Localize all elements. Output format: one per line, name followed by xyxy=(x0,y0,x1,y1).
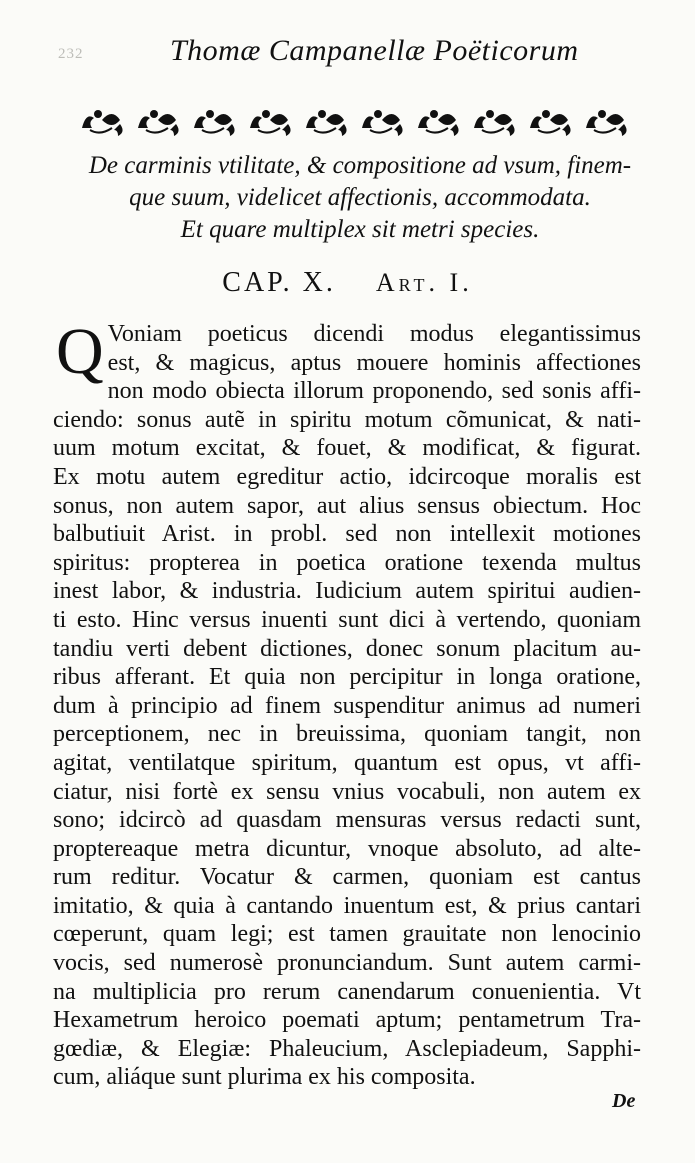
text-line: spiritus: propterea in poetica oratione texenda multus xyxy=(53,549,641,576)
text-line: ti esto. Hinc versus inuenti sunt dici à vertendo, quoniam xyxy=(53,606,641,633)
catchword: De xyxy=(612,1090,636,1112)
text-line: balbutiuit Arist. in probl. sed non intellexit motiones xyxy=(53,521,641,548)
text-line: perceptionem, nec in breuissima, quoniam tangit, non xyxy=(53,721,641,748)
chapter-subtitle xyxy=(70,150,650,246)
text-line: est, & magicus, aptus mouere hominis affectiones xyxy=(107,349,641,376)
text-line: cœperunt, quam legi; est tamen grauitate non lenocinio xyxy=(53,921,641,948)
text-line: agitat, ventilatque spiritum, quantum est opus, vt affi- xyxy=(53,749,641,776)
text-line: rum reditur. Vocatur & carmen, quoniam est cantus xyxy=(53,864,641,891)
text-line: proptereaque metra dicuntur, vnoque absoluto, ad alte- xyxy=(53,835,641,862)
text-line: Hexametrum heroico poemati aptum; pentametrum Tra- xyxy=(53,1007,641,1034)
article-label: Art. I. xyxy=(375,268,473,297)
subtitle-line: Et quare multiplex sit metri species. xyxy=(180,216,540,243)
text-line: ciatur, nisi fortè ex sensu vnius vocabuli, non autem ex xyxy=(53,778,641,805)
text-line: sonus, non autem sapor, aut alius sensus obiectum. Hoc xyxy=(53,492,641,519)
running-title: Thomæ Campanellæ Poëticorum xyxy=(170,34,579,67)
ornament-band-icon xyxy=(76,100,642,140)
subtitle-line: De carminis vtilitate, & compositione ad vsum, finem- xyxy=(88,152,632,179)
text-line: ribus afferant. Et quia non percipitur in longa oratione, xyxy=(53,664,641,691)
text-line: non modo obiecta illorum proponendo, sed sonis affi- xyxy=(107,378,641,405)
text-line: ciendo: sonus autẽ in spiritu motum cõmunicat, & nati- xyxy=(53,406,641,433)
text-line: na multiplicia pro rerum canendarum conuenientia. Vt xyxy=(53,978,641,1005)
subtitle-line: que suum, videlicet affectionis, accommodata. xyxy=(129,184,591,211)
text-line: cum, aliáque sunt plurima ex his composita. xyxy=(53,1064,476,1091)
text-line: imitatio, & quia à cantando inuentum est, & prius cantari xyxy=(53,892,641,919)
text-line: tandiu verti debent dictiones, donec sonum placitum au- xyxy=(53,635,641,662)
text-line: dum à principio ad finem suspenditur animus ad numeri xyxy=(53,692,641,719)
page-number: 232 xyxy=(58,46,84,62)
text-line: vocis, sed numerosè pronunciandum. Sunt autem carmi- xyxy=(53,950,641,977)
text-line: gœdiæ, & Elegiæ: Phaleucium, Asclepiadeum, Sapphi- xyxy=(53,1035,641,1062)
chapter-heading xyxy=(0,267,695,299)
text-line: sono; idcircò ad quasdam mensuras versus redacti sunt, xyxy=(53,807,641,834)
text-line: inest labor, & industria. Iudicium autem spiritui audien- xyxy=(53,578,641,605)
text-line: Voniam poeticus dicendi modus elegantissimus xyxy=(107,321,641,347)
text-line: uum motum excitat, & fouet, & modificat, & figurat. xyxy=(53,435,641,462)
chapter-label: CAP. X. xyxy=(222,267,336,298)
text-line: Ex motu autem egreditur actio, idcircoque moralis est xyxy=(53,463,641,490)
body-text xyxy=(53,315,641,1092)
drop-cap: Q xyxy=(56,315,104,388)
